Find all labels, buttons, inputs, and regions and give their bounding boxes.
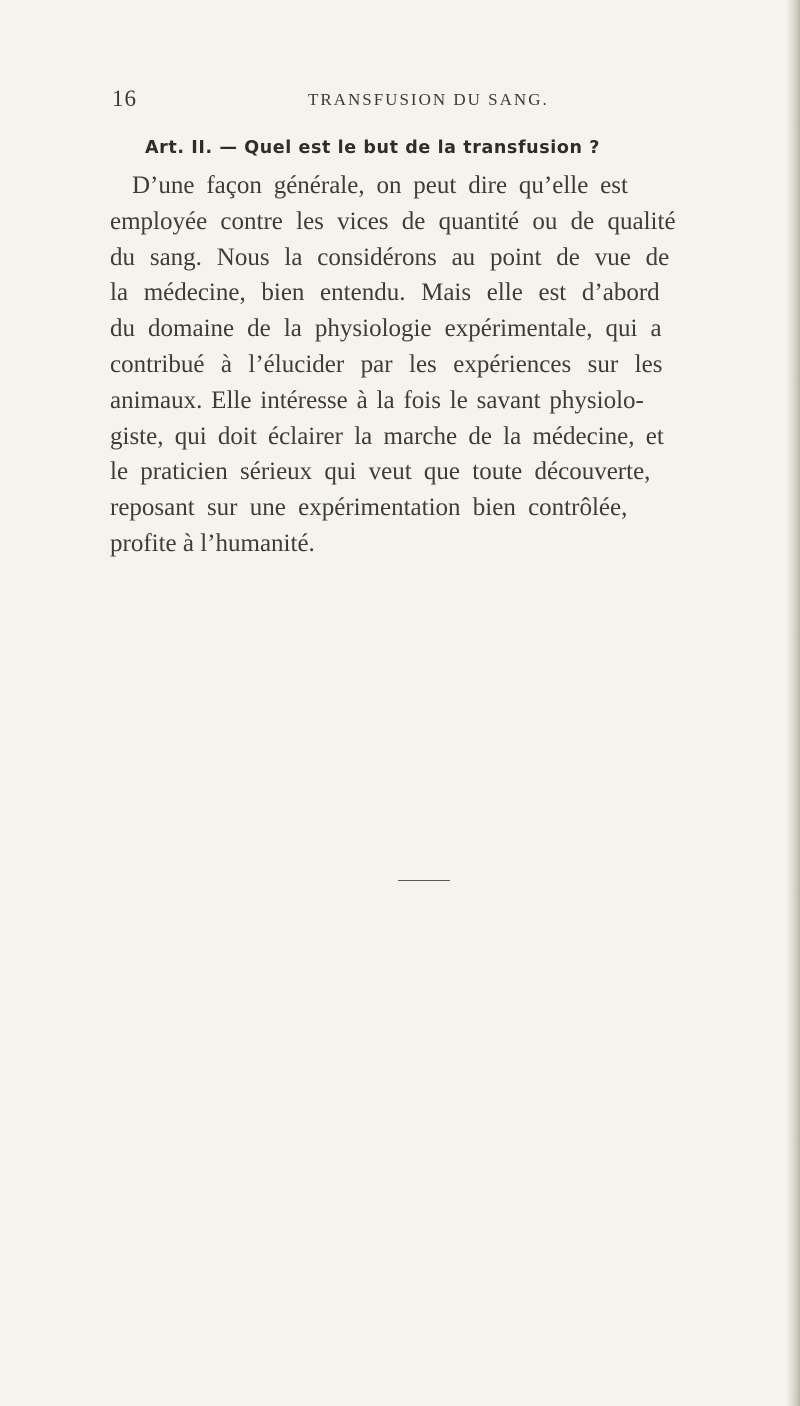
- section-separator-rule: [398, 880, 450, 881]
- page-number: 16: [112, 86, 137, 111]
- text-line: profite à l’humanité.: [110, 529, 315, 557]
- body-paragraph: [110, 168, 794, 562]
- text-line: contribué à l’élucider par les expériences sur les: [110, 350, 663, 378]
- text-line: giste, qui doit éclairer la marche de la médecine, et: [110, 422, 664, 450]
- text-line: D’une façon générale, on peut dire qu’elle est: [132, 172, 628, 199]
- text-line: la médecine, bien entendu. Mais elle est d’abord: [110, 279, 660, 307]
- text-line: animaux. Elle intéresse à la fois le savant physiolo-: [110, 386, 644, 414]
- text-line: le praticien sérieux qui veut que toute découverte,: [110, 458, 651, 486]
- text-line: du domaine de la physiologie expérimentale, qui a: [110, 315, 662, 343]
- running-title: TRANSFUSION DU SANG.: [308, 90, 549, 109]
- text-line: du sang. Nous la considérons au point de vue de: [110, 243, 670, 271]
- text-line: reposant sur une expérimentation bien contrôlée,: [110, 494, 628, 522]
- text-line: employée contre les vices de quantité ou de qualité: [110, 207, 676, 235]
- section-heading: Art. II. — Quel est le but de la transfusion ?: [145, 138, 600, 158]
- page-header: [112, 86, 712, 116]
